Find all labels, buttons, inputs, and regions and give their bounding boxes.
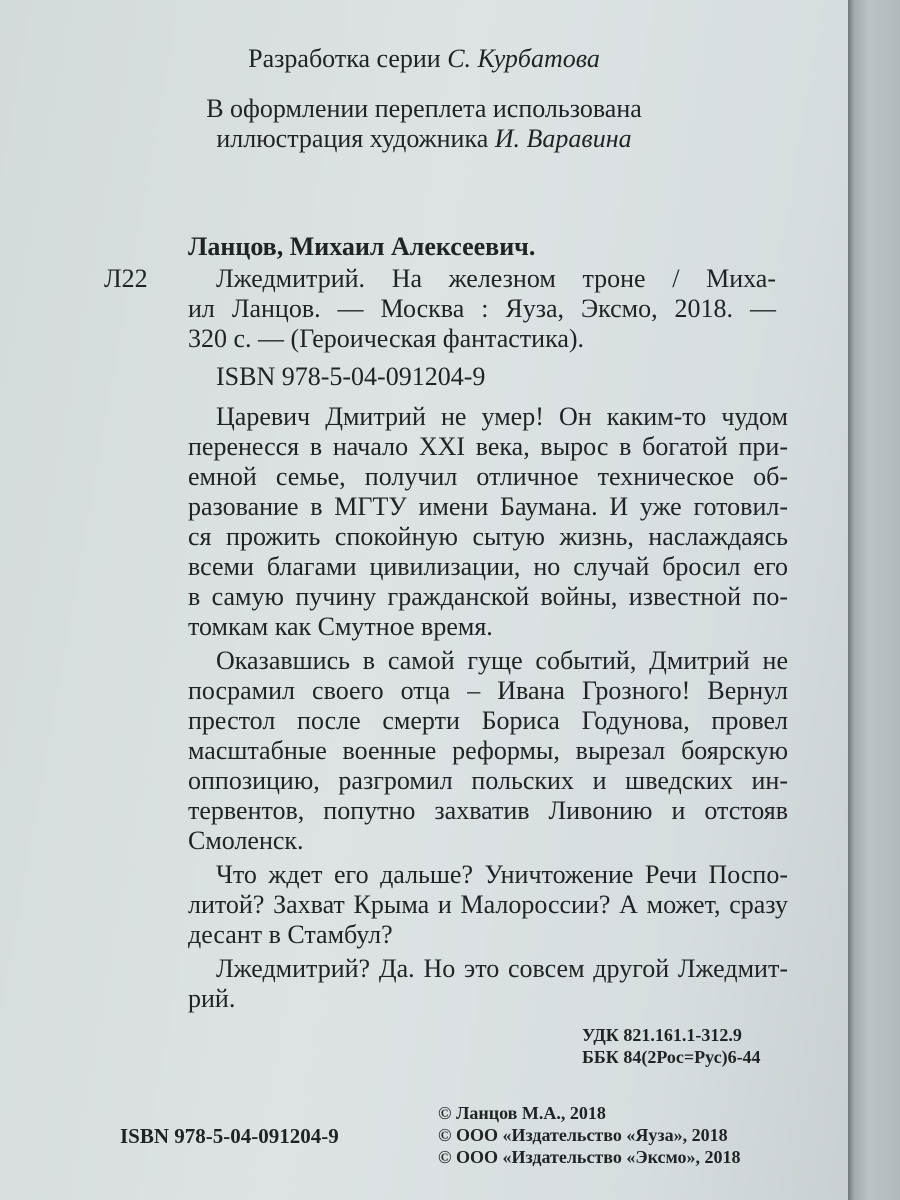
catalog-isbn: ISBN 978-5-04-091204-9 — [216, 362, 486, 391]
series-credit-label: Разработка серии — [248, 44, 441, 73]
copyright-line: © ООО «Издательство «Яуза», 2018 — [438, 1125, 728, 1145]
catalog-line: 320 с. — (Героическая фантастика). — [188, 324, 585, 353]
cover-credit-line-1: В оформлении переплета использована — [206, 94, 642, 123]
annotation-line: оппозицию, разгромил польских и шведских ин- — [188, 766, 788, 795]
catalog-code: Л22 — [104, 264, 148, 293]
annotation-line: Царевич Дмитрий не умер! Он каким-то чудом — [216, 402, 788, 431]
annotation-line: томкам как Смутное время. — [188, 612, 493, 641]
catalog-line: ил Ланцов. — Москва : Яуза, Эксмо, 2018. — — [188, 294, 776, 323]
next-page-edge — [848, 0, 900, 1200]
annotation-line: перенесся в начало XXI века, вырос в богатой при- — [188, 432, 788, 461]
series-credit — [0, 44, 848, 74]
annotation-line: Лжедмитрий? Да. Но это совсем другой Лжедмит- — [216, 954, 788, 983]
catalog-line: Лжедмитрий. На железном троне / Миха- — [216, 264, 776, 293]
annotation-line: в самую пучину гражданской войны, известной по- — [188, 582, 788, 611]
annotation-line: емной семье, получил отличное техническое об- — [188, 462, 788, 491]
annotation-line: ся прожить спокойную сытую жизнь, наслаждаясь — [188, 522, 788, 551]
annotation-line: Смоленск. — [188, 826, 304, 855]
cover-credit-artist: И. Варавина — [494, 124, 632, 153]
cover-credit-label: иллюстрация художника — [216, 124, 489, 153]
copyright-line: © ООО «Издательство «Эксмо», 2018 — [438, 1147, 741, 1167]
cover-credit-line-2 — [0, 124, 848, 154]
annotation-line: масштабные военные реформы, вырезал боярскую — [188, 736, 788, 765]
catalog-author: Ланцов, Михаил Алексеевич. — [188, 232, 536, 261]
annotation-line: литой? Захват Крыма и Малороссии? А может, сразу — [188, 890, 788, 919]
footer-isbn: ISBN 978-5-04-091204-9 — [120, 1124, 339, 1148]
series-credit-name: С. Курбатова — [447, 44, 600, 73]
annotation-line: рий. — [188, 984, 236, 1013]
annotation-line: посрамил своего отца – Ивана Грозного! Вернул — [188, 676, 788, 705]
copyright-line: © Ланцов М.А., 2018 — [438, 1103, 606, 1123]
annotation-line: престол после смерти Бориса Годунова, провел — [188, 706, 788, 735]
annotation-line: Что ждет его дальше? Уничтожение Речи Поспо- — [216, 860, 788, 889]
annotation-line: тервентов, попутно захватив Ливонию и отстояв — [188, 796, 788, 825]
annotation-line: разование в МГТУ имени Баумана. И уже готовил- — [188, 492, 788, 521]
annotation-line: десант в Стамбул? — [188, 920, 393, 949]
annotation-line: всеми благами цивилизации, но случай бросил его — [188, 552, 788, 581]
udk-code: УДК 821.161.1-312.9 — [582, 1025, 742, 1045]
annotation-line: Оказавшись в самой гуще событий, Дмитрий не — [216, 646, 788, 675]
bbk-code: ББК 84(2Рос=Рус)6-44 — [582, 1047, 761, 1067]
